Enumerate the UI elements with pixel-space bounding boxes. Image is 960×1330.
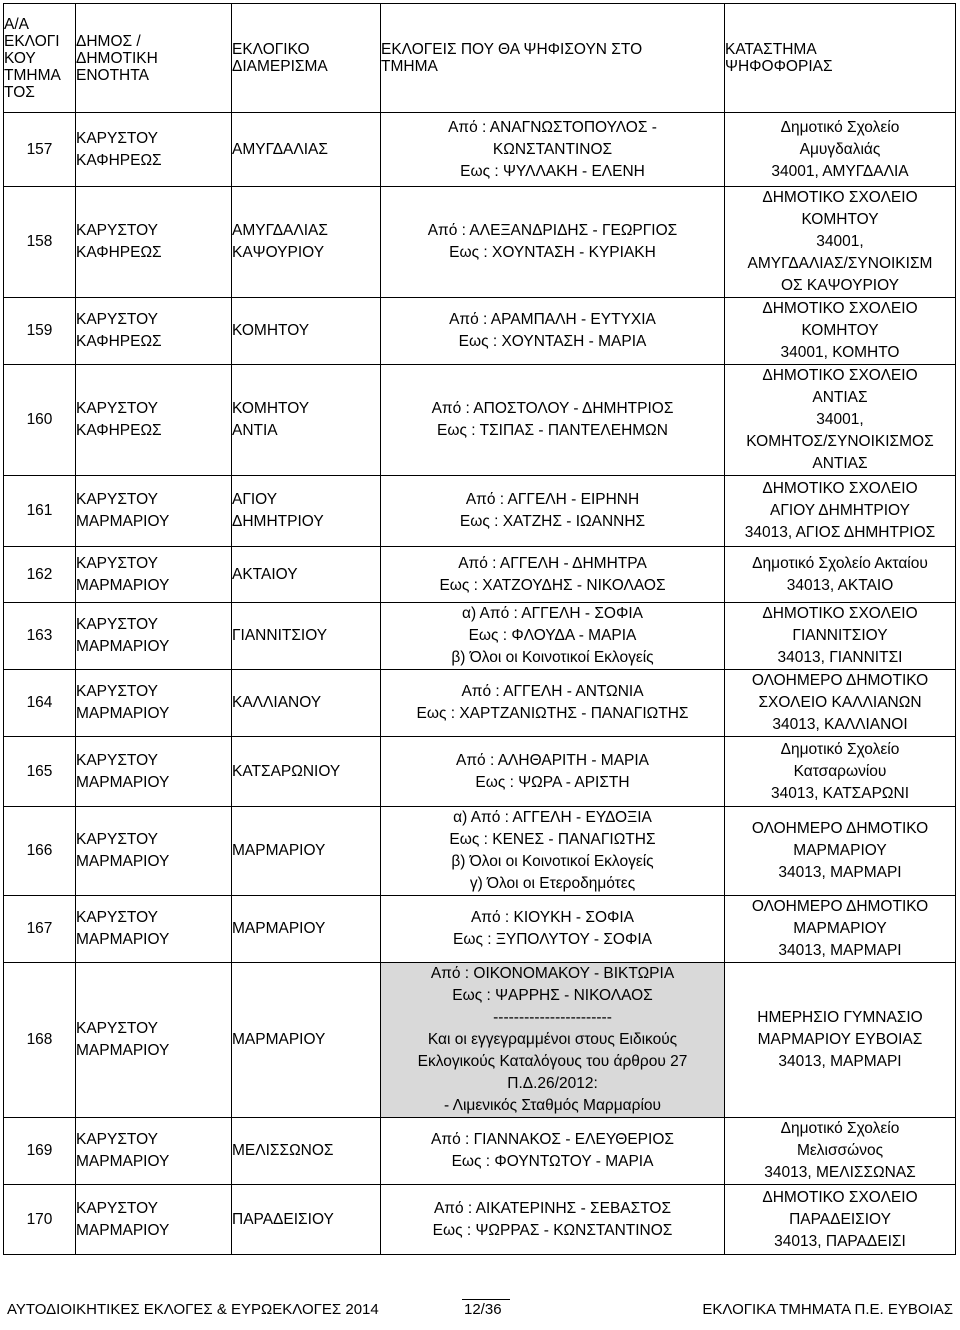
text-line: - Λιμενικός Σταθμός Μαρμαρίου <box>444 1097 661 1114</box>
text-line: ΑΝΤΙΑ <box>232 422 278 439</box>
header-diamerisma <box>232 4 381 113</box>
section-number: 165 <box>4 737 76 807</box>
text-line: 34013, ΜΑΡΜΑΡΙ <box>778 864 902 881</box>
district-cell <box>232 113 381 187</box>
text-line: ΚΑΡΥΣΤΟΥ <box>76 311 159 328</box>
text-line: ΕΚΛΟΓΕΙΣ ΠΟΥ ΘΑ ΨΗΦΙΣΟΥΝ ΣΤΟ <box>381 41 643 58</box>
polling-station-cell <box>725 1118 956 1185</box>
district-cell <box>232 603 381 670</box>
header-aa <box>4 4 76 113</box>
text-line: Από : ΑΙΚΑΤΕΡΙΝΗΣ - ΣΕΒΑΣΤΟΣ <box>433 1199 672 1217</box>
section-number: 166 <box>4 807 76 896</box>
voters-cell <box>381 737 725 807</box>
text-line: Από : ΓΙΑΝΝΑΚΟΣ - ΕΛΕΥΘΕΡΙΟΣ <box>431 1131 674 1148</box>
municipality-cell <box>76 365 232 476</box>
text-line: ΜΑΡΜΑΡΙΟΥ <box>793 842 887 859</box>
text-line: ΤΜΗΜΑ <box>4 66 61 84</box>
footer-title: ΑΥΤΟΔΙΟΙΚΗΤΙΚΕΣ ΕΚΛΟΓΕΣ & ΕΥΡΩΕΚΛΟΓΕΣ 2014 <box>7 1301 379 1318</box>
text-line: Εως : ΨΩΡΑ - ΑΡΙΣΤΗ <box>475 773 630 791</box>
text-line: ΜΕΛΙΣΣΩΝΟΣ <box>232 1142 334 1159</box>
text-line: ΑΜΥΓΔΑΛΙΑΣ <box>232 222 328 239</box>
municipality-cell <box>76 187 232 298</box>
district-cell <box>232 737 381 807</box>
text-line: ΚΑΤΣΑΡΩΝΙΟΥ <box>232 762 341 780</box>
header-station <box>725 4 956 113</box>
table-row <box>4 547 956 603</box>
text-line: ΔΗΜΟΤΙΚΟ ΣΧΟΛΕΙΟ <box>762 480 918 497</box>
table-row <box>4 603 956 670</box>
text-line: ΜΑΡΜΑΡΙΟΥ <box>76 1042 170 1059</box>
text-line: ΜΑΡΜΑΡΙΟΥ <box>76 1153 170 1170</box>
text-line: ΜΑΡΜΑΡΙΟΥ <box>76 853 170 870</box>
polling-station-cell <box>725 187 956 298</box>
text-line: Από : ΑΓΓΕΛΗ - ΕΙΡΗΝΗ <box>465 491 640 508</box>
text-line: ΗΜΕΡΗΣΙΟ ΓΥΜΝΑΣΙΟ <box>757 1009 923 1026</box>
text-line: Εως : ΨΑΡΡΗΣ - ΝΙΚΟΛΑΟΣ <box>452 987 653 1004</box>
text-line: ΔΗΜΟΤΙΚΟ ΣΧΟΛΕΙΟ <box>762 1188 918 1206</box>
voters-cell <box>381 807 725 896</box>
municipality-cell <box>76 896 232 963</box>
voters-cell <box>381 547 725 603</box>
text-line: γ) Όλοι οι Ετεροδημότες <box>469 875 636 892</box>
text-line: Και οι εγγεγραμμένοι στους Ειδικούς <box>427 1031 678 1048</box>
text-line: 34013, ΜΑΡΜΑΡΙ <box>778 942 902 959</box>
text-line: Κατσαρωνίου <box>793 762 887 780</box>
text-line: Δημοτικό Σχολείο <box>780 118 900 136</box>
table-row <box>4 298 956 365</box>
text-line: Α/Α <box>4 15 29 33</box>
voters-cell <box>381 365 725 476</box>
section-number: 157 <box>4 113 76 187</box>
text-line: ΚΑΦΗΡΕΩΣ <box>76 422 162 439</box>
voters-cell <box>381 896 725 963</box>
text-line: ΓΙΑΝΝΙΤΣΙΟΥ <box>232 627 328 644</box>
text-line: ΜΑΡΜΑΡΙΟΥ <box>76 931 170 948</box>
section-number: 170 <box>4 1185 76 1255</box>
district-cell <box>232 896 381 963</box>
polling-table <box>3 3 956 1255</box>
voters-cell <box>381 603 725 670</box>
table-row <box>4 963 956 1118</box>
text-line: Δημοτικό Σχολείο Ακταίου <box>752 554 928 572</box>
district-cell <box>232 1185 381 1255</box>
municipality-cell <box>76 476 232 547</box>
text-line: ΜΑΡΜΑΡΙΟΥ <box>76 576 170 594</box>
text-line: ΚΑΛΛΙΑΝΟΥ <box>232 694 322 711</box>
voters-cell <box>381 1185 725 1255</box>
municipality-cell <box>76 737 232 807</box>
text-line: Εως : ΤΣΙΠΑΣ - ΠΑΝΤΕΛΕΗΜΩΝ <box>437 422 668 439</box>
text-line: Εως : ΦΛΟΥΔΑ - ΜΑΡΙΑ <box>468 627 637 644</box>
polling-station-cell <box>725 737 956 807</box>
text-line: ΜΑΡΜΑΡΙΟΥ ΕΥΒΟΙΑΣ <box>757 1031 923 1048</box>
voters-cell <box>381 670 725 737</box>
text-line: ΑΝΤΙΑΣ <box>812 455 868 472</box>
table-row <box>4 187 956 298</box>
text-line: ΜΑΡΜΑΡΙΟΥ <box>232 1031 326 1048</box>
municipality-cell <box>76 670 232 737</box>
table-row <box>4 1185 956 1255</box>
text-line: Εως : ΧΟΥΝΤΑΣΗ - ΜΑΡΙΑ <box>458 333 647 350</box>
polling-station-cell <box>725 603 956 670</box>
polling-station-cell <box>725 963 956 1118</box>
text-line: ΔΙΑΜΕΡΙΣΜΑ <box>232 58 328 75</box>
text-line: ΤΜΗΜΑ <box>381 58 438 75</box>
text-line: Από : ΑΠΟΣΤΟΛΟΥ - ΔΗΜΗΤΡΙΟΣ <box>431 400 674 417</box>
text-line: ΟΛΟΗΜΕΡΟ ΔΗΜΟΤΙΚΟ <box>751 820 929 837</box>
text-line: ΚΑΦΗΡΕΩΣ <box>76 244 162 261</box>
table-row <box>4 896 956 963</box>
municipality-cell <box>76 1118 232 1185</box>
municipality-cell <box>76 298 232 365</box>
table-row <box>4 670 956 737</box>
text-line: ΚΑΨΟΥΡΙΟΥ <box>232 244 325 261</box>
text-line: ΔΗΜΟΤΙΚΟ ΣΧΟΛΕΙΟ <box>762 367 918 384</box>
section-number: 159 <box>4 298 76 365</box>
district-cell <box>232 807 381 896</box>
section-number: 169 <box>4 1118 76 1185</box>
text-line: α) Από : ΑΓΓΕΛΗ - ΕΥΔΟΞΙΑ <box>453 809 652 826</box>
section-number: 164 <box>4 670 76 737</box>
text-line: ΜΑΡΜΑΡΙΟΥ <box>76 638 170 655</box>
text-line: ΕΚΛΟΓΙΚΟ <box>232 41 310 58</box>
text-line: ΚΟΜΗΤΟΥ <box>232 400 310 417</box>
text-line: ΑΜΥΓΔΑΛΙΑΣ <box>232 140 328 158</box>
polling-station-cell <box>725 896 956 963</box>
municipality-cell <box>76 1185 232 1255</box>
text-line: ΓΙΑΝΝΙΤΣΙΟΥ <box>792 627 888 644</box>
page-number: 12/36 <box>464 1301 502 1318</box>
polling-station-cell <box>725 298 956 365</box>
text-line: 34013, ΑΓΙΟΣ ΔΗΜΗΤΡΙΟΣ <box>744 524 936 541</box>
text-line: Εως : ΨΩΡΡΑΣ - ΚΩΝΣΤΑΝΤΙΝΟΣ <box>432 1221 673 1239</box>
voters-cell <box>381 963 725 1118</box>
text-line: ΚΑΡΥΣΤΟΥ <box>76 616 159 633</box>
text-line: Από : ΑΓΓΕΛΗ - ΑΝΤΩΝΙΑ <box>461 683 644 700</box>
footer-region: ΕΚΛΟΓΙΚΑ ΤΜΗΜΑΤΑ Π.Ε. ΕΥΒΟΙΑΣ <box>702 1301 953 1318</box>
text-line: ΑΓΙΟΥ ΔΗΜΗΤΡΙΟΥ <box>770 502 910 519</box>
text-line: ΚΑΡΥΣΤΟΥ <box>76 129 159 147</box>
text-line: Εως : ΞΥΠΟΛΥΤΟΥ - ΣΟΦΙΑ <box>453 931 652 948</box>
text-line: 34013, ΠΑΡΑΔΕΙΣΙ <box>774 1232 906 1250</box>
voters-cell <box>381 113 725 187</box>
text-line: Από : ΑΛΕΞΑΝΔΡΙΔΗΣ - ΓΕΩΡΓΙΟΣ <box>427 222 678 239</box>
text-line: ΔΗΜΗΤΡΙΟΥ <box>232 513 324 530</box>
municipality-cell <box>76 963 232 1118</box>
text-line: Δημοτικό Σχολείο <box>780 1120 900 1137</box>
text-line: 34001, <box>816 233 864 250</box>
text-line: Μελισσώνος <box>796 1142 884 1159</box>
text-line: ΔΗΜΟΤΙΚΟ ΣΧΟΛΕΙΟ <box>762 189 918 206</box>
text-line: β) Όλοι οι Κοινοτικοί Εκλογείς <box>451 649 654 666</box>
municipality-cell <box>76 547 232 603</box>
text-line: ΚΑΡΥΣΤΟΥ <box>76 222 159 239</box>
text-line: Εκλογικούς Καταλόγους του άρθρου 27 <box>417 1053 688 1070</box>
table-row <box>4 807 956 896</box>
text-line: 34001, <box>816 411 864 428</box>
text-line: ΚΟΜΗΤΟΣ/ΣΥΝΟΙΚΙΣΜΟΣ <box>746 433 934 450</box>
voters-cell <box>381 1118 725 1185</box>
text-line: Από : ΟΙΚΟΝΟΜΑΚΟΥ - ΒΙΚΤΩΡΙΑ <box>430 965 675 982</box>
text-line: Εως : ΧΑΡΤΖΑΝΙΩΤΗΣ - ΠΑΝΑΓΙΩΤΗΣ <box>416 705 689 722</box>
polling-station-cell <box>725 113 956 187</box>
text-line: ΚΑΡΥΣΤΟΥ <box>76 491 159 508</box>
header-voters <box>381 4 725 113</box>
text-line: ΜΑΡΜΑΡΙΟΥ <box>793 920 887 937</box>
text-line: ΟΛΟΗΜΕΡΟ ΔΗΜΟΤΙΚΟ <box>751 672 929 689</box>
text-line: ΚΩΝΣΤΑΝΤΙΝΟΣ <box>492 140 613 158</box>
section-number: 167 <box>4 896 76 963</box>
polling-station-cell <box>725 476 956 547</box>
text-line: ΑΜΥΓΔΑΛΙΑΣ/ΣΥΝΟΙΚΙΣΜ <box>747 255 933 272</box>
text-line: 34013, ΚΑΤΣΑΡΩΝΙ <box>770 784 910 802</box>
section-number: 168 <box>4 963 76 1118</box>
text-line: Εως : ΧΑΤΖΟΥΔΗΣ - ΝΙΚΟΛΑΟΣ <box>439 576 666 594</box>
text-line: ΚΑΦΗΡΕΩΣ <box>76 151 162 169</box>
text-line: ΚΑΡΥΣΤΟΥ <box>76 751 159 769</box>
text-line: ΚΑΡΥΣΤΟΥ <box>76 400 159 417</box>
voters-cell <box>381 187 725 298</box>
text-line: ΔΗΜΟΤΙΚΟ ΣΧΟΛΕΙΟ <box>762 300 918 317</box>
text-line: ΨΗΦΟΦΟΡΙΑΣ <box>725 58 833 75</box>
text-line: Εως : ΦΟΥΝΤΩΤΟΥ - ΜΑΡΙΑ <box>451 1153 654 1170</box>
text-line: ΜΑΡΜΑΡΙΟΥ <box>76 1221 170 1239</box>
text-line: 34013, ΚΑΛΛΙΑΝΟΙ <box>772 716 908 733</box>
table-row <box>4 737 956 807</box>
district-cell <box>232 1118 381 1185</box>
text-line: α) Από : ΑΓΓΕΛΗ - ΣΟΦΙΑ <box>461 605 643 622</box>
table-row <box>4 1118 956 1185</box>
text-line: 34001, ΚΟΜΗΤΟ <box>780 344 900 361</box>
text-line: Από : ΑΝΑΓΝΩΣΤΟΠΟΥΛΟΣ - <box>448 118 657 136</box>
table-row <box>4 113 956 187</box>
text-line: ΚΑΡΥΣΤΟΥ <box>76 683 159 700</box>
text-line: ΔΗΜΟΤΙΚΗ <box>76 49 158 67</box>
polling-station-cell <box>725 547 956 603</box>
text-line: ΕΚΛΟΓΙ <box>4 32 60 50</box>
text-line: ΜΑΡΜΑΡΙΟΥ <box>232 842 326 859</box>
text-line: Π.Δ.26/2012: <box>507 1075 598 1092</box>
text-line: β) Όλοι οι Κοινοτικοί Εκλογείς <box>451 853 654 870</box>
text-line: ΚΑΡΥΣΤΟΥ <box>76 831 159 848</box>
text-line: Από : ΚΙΟΥΚΗ - ΣΟΦΙΑ <box>470 909 635 926</box>
municipality-cell <box>76 113 232 187</box>
text-line: ΜΑΡΜΑΡΙΟΥ <box>76 773 170 791</box>
district-cell <box>232 547 381 603</box>
polling-station-cell <box>725 1185 956 1255</box>
text-line: Εως : ΚΕΝΕΣ - ΠΑΝΑΓΙΩΤΗΣ <box>449 831 656 848</box>
text-line: ΚΟΜΗΤΟΥ <box>232 322 310 339</box>
text-line: Αμυγδαλιάς <box>799 140 881 158</box>
text-line: ΤΟΣ <box>4 83 35 101</box>
text-line: 34013, ΓΙΑΝΝΙΤΣΙ <box>777 649 903 666</box>
polling-station-cell <box>725 670 956 737</box>
text-line: ΕΝΟΤΗΤΑ <box>76 66 149 84</box>
footer-page-rule <box>462 1299 510 1300</box>
header-dimos <box>76 4 232 113</box>
text-line: ΚΟΥ <box>4 49 36 67</box>
text-line: Εως : ΧΑΤΖΗΣ - ΙΩΑΝΝΗΣ <box>459 513 646 530</box>
section-number: 163 <box>4 603 76 670</box>
text-line: ΟΣ ΚΑΨΟΥΡΙΟΥ <box>780 277 899 294</box>
text-line: ΠΑΡΑΔΕΙΣΙΟΥ <box>232 1210 334 1228</box>
text-line: 34013, ΑΚΤΑΙΟ <box>786 576 894 594</box>
text-line: Δημοτικό Σχολείο <box>780 740 900 758</box>
text-line: ΜΑΡΜΑΡΙΟΥ <box>76 705 170 722</box>
district-cell <box>232 476 381 547</box>
text-line: Από : ΑΡΑΜΠΑΛΗ - ΕΥΤΥΧΙΑ <box>449 311 656 328</box>
municipality-cell <box>76 807 232 896</box>
text-line: 34013, ΜΕΛΙΣΣΩΝΑΣ <box>764 1164 916 1181</box>
text-line: ΑΝΤΙΑΣ <box>812 389 868 406</box>
text-line: ΔΗΜΟΣ / <box>76 32 141 50</box>
text-line: ΠΑΡΑΔΕΙΣΙΟΥ <box>789 1210 891 1228</box>
text-line: ΚΑΡΥΣΤΟΥ <box>76 1131 159 1148</box>
table-header-row <box>4 4 956 113</box>
municipality-cell <box>76 603 232 670</box>
text-line: ΑΓΙΟΥ <box>232 491 278 508</box>
text-line: ΔΗΜΟΤΙΚΟ ΣΧΟΛΕΙΟ <box>762 605 918 622</box>
polling-station-cell <box>725 365 956 476</box>
text-line: ΑΚΤΑΙΟΥ <box>232 565 298 583</box>
section-number: 162 <box>4 547 76 603</box>
text-line: ΣΧΟΛΕΙΟ ΚΑΛΛΙΑΝΩΝ <box>758 694 922 711</box>
text-line: ΚΑΡΥΣΤΟΥ <box>76 554 159 572</box>
text-line: 34013, ΜΑΡΜΑΡΙ <box>778 1053 902 1070</box>
text-line: ΚΑΡΥΣΤΟΥ <box>76 909 159 926</box>
text-line: ΚΑΡΥΣΤΟΥ <box>76 1199 159 1217</box>
text-line: 34001, ΑΜΥΓΔΑΛΙΑ <box>771 162 909 180</box>
text-line: ----------------------- <box>493 1009 612 1026</box>
text-line: ΚΑΡΥΣΤΟΥ <box>76 1020 159 1037</box>
text-line: ΚΑΤΑΣΤΗΜΑ <box>725 41 817 58</box>
district-cell <box>232 298 381 365</box>
text-line: ΚΟΜΗΤΟΥ <box>801 211 879 228</box>
polling-station-cell <box>725 807 956 896</box>
text-line: ΜΑΡΜΑΡΙΟΥ <box>76 513 170 530</box>
section-number: 158 <box>4 187 76 298</box>
section-number: 161 <box>4 476 76 547</box>
district-cell <box>232 187 381 298</box>
text-line: Από : ΑΛΗΘΑΡΙΤΗ - ΜΑΡΙΑ <box>455 751 650 769</box>
text-line: ΜΑΡΜΑΡΙΟΥ <box>232 920 326 937</box>
district-cell <box>232 963 381 1118</box>
text-line: Από : ΑΓΓΕΛΗ - ΔΗΜΗΤΡΑ <box>458 554 647 572</box>
text-line: Εως : ΧΟΥΝΤΑΣΗ - ΚΥΡΙΑΚΗ <box>449 244 656 261</box>
text-line: ΟΛΟΗΜΕΡΟ ΔΗΜΟΤΙΚΟ <box>751 898 929 915</box>
voters-cell <box>381 476 725 547</box>
text-line: Εως : ΨΥΛΛΑΚΗ - ΕΛΕΝΗ <box>460 162 645 180</box>
text-line: ΚΟΜΗΤΟΥ <box>801 322 879 339</box>
text-line: ΚΑΦΗΡΕΩΣ <box>76 333 162 350</box>
table-row <box>4 365 956 476</box>
district-cell <box>232 365 381 476</box>
voters-cell <box>381 298 725 365</box>
section-number: 160 <box>4 365 76 476</box>
table-row <box>4 476 956 547</box>
district-cell <box>232 670 381 737</box>
